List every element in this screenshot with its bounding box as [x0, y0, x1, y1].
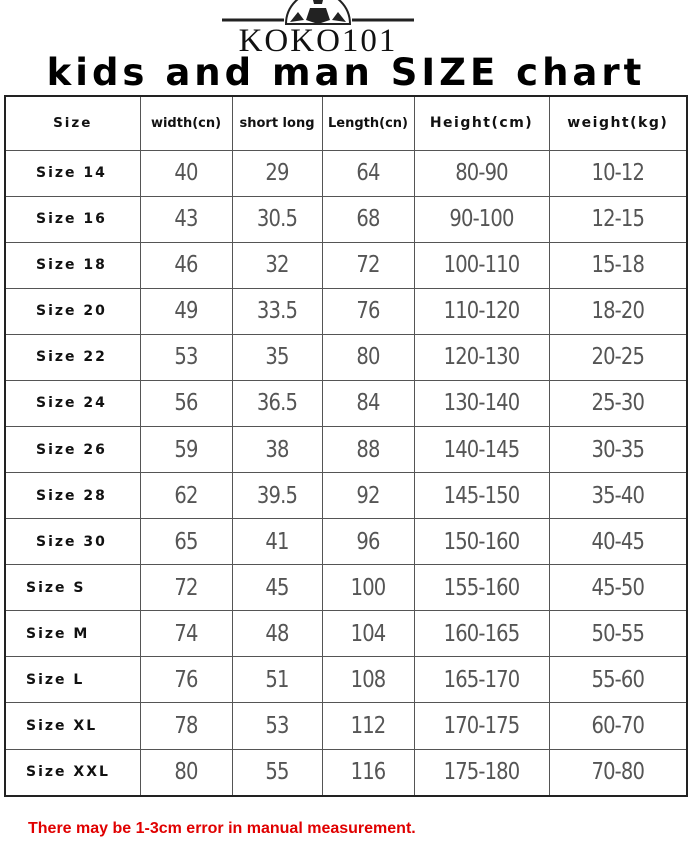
measurement-value: 96 — [329, 519, 407, 565]
measurement-value: 65 — [147, 519, 225, 565]
column-header: short long — [232, 96, 322, 150]
table-row — [5, 611, 687, 657]
measurement-value: 43 — [147, 196, 225, 242]
brand-name: KOKO101 — [238, 23, 398, 59]
measurement-value: 80 — [147, 749, 225, 796]
table-row — [5, 657, 687, 703]
size-label: Size S — [5, 565, 140, 611]
measurement-value: 130-140 — [424, 380, 539, 426]
table-row — [5, 703, 687, 749]
measurement-value: 76 — [329, 288, 407, 334]
measurement-value: 56 — [147, 380, 225, 426]
measurement-value: 170-175 — [424, 703, 539, 749]
measurement-value: 59 — [147, 426, 225, 472]
size-label: Size 20 — [5, 288, 140, 334]
measurement-value: 20-25 — [559, 334, 676, 380]
column-header: Size — [5, 96, 140, 150]
column-header: Length(cn) — [322, 96, 414, 150]
measurement-value: 74 — [147, 611, 225, 657]
measurement-value: 30-35 — [559, 426, 676, 472]
table-row — [5, 150, 687, 196]
measurement-value: 88 — [329, 426, 407, 472]
size-label: Size 28 — [5, 473, 140, 519]
measurement-value: 35 — [239, 334, 316, 380]
measurement-value: 116 — [329, 749, 407, 796]
measurement-value: 72 — [147, 565, 225, 611]
measurement-value: 49 — [147, 288, 225, 334]
measurement-value: 64 — [329, 150, 407, 196]
table-row — [5, 473, 687, 519]
measurement-note: There may be 1-3cm error in manual measurement. — [28, 820, 416, 837]
table-row — [5, 426, 687, 472]
measurement-value: 40-45 — [559, 519, 676, 565]
measurement-value: 108 — [329, 657, 407, 703]
size-label: Size 30 — [5, 519, 140, 565]
measurement-value: 100 — [329, 565, 407, 611]
measurement-value: 45 — [239, 565, 316, 611]
size-chart-table — [4, 95, 688, 797]
measurement-value: 36.5 — [239, 380, 316, 426]
size-label: Size L — [5, 657, 140, 703]
measurement-value: 80 — [329, 334, 407, 380]
measurement-value: 32 — [239, 242, 316, 288]
measurement-value: 35-40 — [559, 473, 676, 519]
measurement-value: 78 — [147, 703, 225, 749]
size-label: Size 24 — [5, 380, 140, 426]
size-label: Size 18 — [5, 242, 140, 288]
table-row — [5, 242, 687, 288]
table-row — [5, 749, 687, 796]
measurement-value: 84 — [329, 380, 407, 426]
measurement-value: 76 — [147, 657, 225, 703]
measurement-value: 29 — [239, 150, 316, 196]
brand-logo — [218, 0, 418, 58]
measurement-value: 80-90 — [424, 150, 539, 196]
measurement-value: 104 — [329, 611, 407, 657]
measurement-value: 155-160 — [424, 565, 539, 611]
table-row — [5, 565, 687, 611]
measurement-value: 30.5 — [239, 196, 316, 242]
measurement-value: 110-120 — [424, 288, 539, 334]
measurement-value: 165-170 — [424, 657, 539, 703]
measurement-value: 48 — [239, 611, 316, 657]
size-label: Size XL — [5, 703, 140, 749]
table-row — [5, 288, 687, 334]
measurement-value: 45-50 — [559, 565, 676, 611]
measurement-value: 46 — [147, 242, 225, 288]
measurement-value: 50-55 — [559, 611, 676, 657]
measurement-value: 53 — [239, 703, 316, 749]
measurement-value: 112 — [329, 703, 407, 749]
measurement-value: 15-18 — [559, 242, 676, 288]
measurement-value: 90-100 — [424, 196, 539, 242]
measurement-value: 145-150 — [424, 473, 539, 519]
measurement-value: 10-12 — [559, 150, 676, 196]
measurement-value: 12-15 — [559, 196, 676, 242]
page-title: kids and man SIZE chart — [46, 51, 646, 94]
measurement-value: 51 — [239, 657, 316, 703]
measurement-value: 40 — [147, 150, 225, 196]
measurement-value: 39.5 — [239, 473, 316, 519]
table-header-row — [5, 96, 687, 150]
measurement-value: 150-160 — [424, 519, 539, 565]
measurement-value: 70-80 — [559, 749, 676, 796]
table-row — [5, 196, 687, 242]
measurement-value: 60-70 — [559, 703, 676, 749]
measurement-value: 120-130 — [424, 334, 539, 380]
measurement-value: 62 — [147, 473, 225, 519]
size-label: Size M — [5, 611, 140, 657]
measurement-value: 175-180 — [424, 749, 539, 796]
measurement-value: 55-60 — [559, 657, 676, 703]
column-header: weight(kg) — [549, 96, 687, 150]
measurement-value: 68 — [329, 196, 407, 242]
table-row — [5, 334, 687, 380]
measurement-value: 72 — [329, 242, 407, 288]
measurement-value: 38 — [239, 426, 316, 472]
measurement-value: 160-165 — [424, 611, 539, 657]
measurement-value: 41 — [239, 519, 316, 565]
measurement-value: 100-110 — [424, 242, 539, 288]
column-header: width(cn) — [140, 96, 232, 150]
measurement-value: 55 — [239, 749, 316, 796]
column-header: Height(cm) — [414, 96, 549, 150]
size-label: Size XXL — [5, 749, 140, 796]
measurement-value: 18-20 — [559, 288, 676, 334]
measurement-value: 92 — [329, 473, 407, 519]
measurement-value: 33.5 — [239, 288, 316, 334]
table-row — [5, 380, 687, 426]
measurement-value: 53 — [147, 334, 225, 380]
measurement-value: 140-145 — [424, 426, 539, 472]
size-label: Size 22 — [5, 334, 140, 380]
size-label: Size 26 — [5, 426, 140, 472]
size-label: Size 14 — [5, 150, 140, 196]
measurement-value: 25-30 — [559, 380, 676, 426]
size-label: Size 16 — [5, 196, 140, 242]
table-row — [5, 519, 687, 565]
